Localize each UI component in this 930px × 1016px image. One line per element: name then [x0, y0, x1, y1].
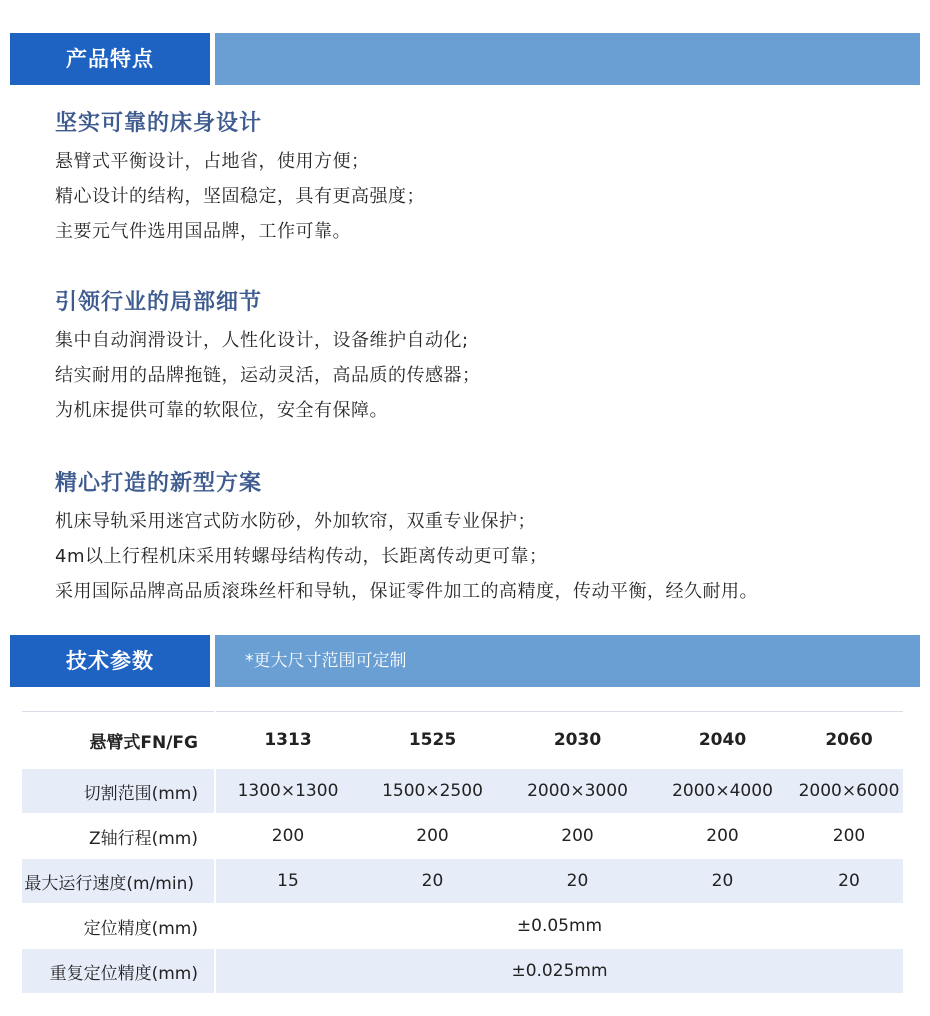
- table-row-label: 定位精度(mm): [22, 904, 215, 949]
- table-header-cell: 2040: [650, 712, 795, 769]
- table-cell: 200: [795, 814, 903, 859]
- feature-line: 集中自动润滑设计，人性化设计，设备维护自动化;: [55, 330, 469, 351]
- specs-section-label: 技术参数: [10, 635, 210, 687]
- table-header-cell: 2030: [505, 712, 650, 769]
- table-row-label: Z轴行程(mm): [22, 814, 215, 859]
- feature-group: [55, 110, 905, 249]
- feature-line: 结实耐用的品牌拖链，运动灵活，高品质的传感器；: [55, 365, 481, 386]
- feature-line: 主要元气件选用国品牌，工作可靠。: [55, 221, 351, 242]
- table-header-cell: 2060: [795, 712, 903, 769]
- table-header-cell: 1525: [360, 712, 505, 769]
- table-row-label: [22, 859, 215, 904]
- features-section-bar: [10, 33, 920, 85]
- table-row: [22, 904, 903, 949]
- table-header-row: [22, 712, 903, 769]
- table-cell: 2000×3000: [505, 769, 650, 814]
- table-cell: 1500×2500: [360, 769, 505, 814]
- features-section-fill: [215, 33, 920, 85]
- feature-title: 精心打造的新型方案: [55, 471, 263, 496]
- table-cell: 20: [795, 859, 903, 904]
- feature-line: 4m以上行程机床采用转螺母结构传动，长距离传动更可靠；: [55, 546, 548, 567]
- table-cell: 200: [505, 814, 650, 859]
- table-row: [22, 769, 903, 814]
- table-cell: 1300×1300: [215, 769, 360, 814]
- specs-table: [22, 711, 903, 994]
- table-cell: ±0.05mm: [215, 904, 903, 949]
- table-cell: 2000×6000: [795, 769, 903, 814]
- feature-line: 机床导轨采用迷宫式防水防砂，外加软帘，双重专业保护；: [55, 511, 536, 532]
- table-row-label-text: 最大运行速度(m/min): [24, 873, 194, 894]
- specs-section-bar: [10, 635, 920, 687]
- table-row-label: 重复定位精度(mm): [22, 949, 215, 994]
- table-cell: ±0.025mm: [215, 949, 903, 994]
- feature-line: 精心设计的结构，坚固稳定，具有更高强度；: [55, 186, 425, 207]
- table-header-cell: 1313: [215, 712, 360, 769]
- feature-title: 引领行业的局部细节: [55, 290, 263, 315]
- specs-section-note: *更大尺寸范围可定制: [215, 635, 920, 687]
- table-cell: 200: [650, 814, 795, 859]
- feature-line: 采用国际品牌高品质滚珠丝杆和导轨，保证零件加工的高精度，传动平衡，经久耐用。: [55, 581, 758, 602]
- table-row: [22, 949, 903, 994]
- table-cell: 20: [505, 859, 650, 904]
- feature-line: 为机床提供可靠的软限位，安全有保障。: [55, 400, 388, 421]
- feature-title: 坚实可靠的床身设计: [55, 111, 263, 136]
- table-row: [22, 859, 903, 904]
- feature-line: 悬臂式平衡设计，占地省，使用方便；: [55, 151, 370, 172]
- table-cell: 15: [215, 859, 360, 904]
- table-row-label: 切割范围(mm): [22, 769, 215, 814]
- table-cell: 2000×4000: [650, 769, 795, 814]
- feature-group: [55, 289, 905, 428]
- table-row: [22, 814, 903, 859]
- feature-group: [55, 470, 905, 609]
- table-cell: 200: [360, 814, 505, 859]
- table-cell: 20: [360, 859, 505, 904]
- table-cell: 20: [650, 859, 795, 904]
- table-header-cell: 悬臂式FN/FG: [22, 712, 215, 769]
- table-cell: 200: [215, 814, 360, 859]
- features-section-label: 产品特点: [10, 33, 210, 85]
